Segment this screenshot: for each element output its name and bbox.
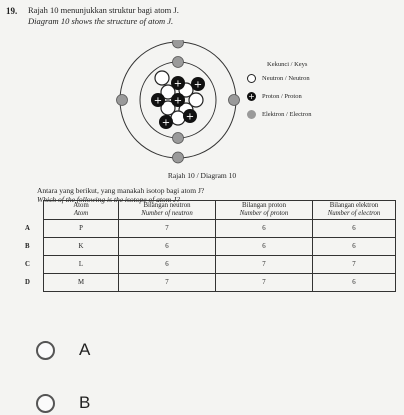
col-header-electron-ms: Bilangan elektron [329, 202, 379, 209]
nucleus [151, 71, 205, 129]
question-text [28, 5, 388, 27]
radio-button-a[interactable] [36, 341, 55, 360]
electron [173, 40, 184, 48]
cell-neutron: 7 [119, 220, 216, 238]
question-line-ms: Rajah 10 menunjukkan struktur bagi atom J. [28, 5, 179, 15]
answer-choice-b[interactable] [36, 393, 90, 413]
option-label: D [25, 279, 30, 286]
col-header-atom [44, 201, 119, 220]
table-row [20, 220, 396, 238]
col-header-neutron-ms: Bilangan neutron [143, 202, 191, 209]
cell-proton: 7 [216, 274, 313, 292]
cell-atom: K [44, 238, 119, 256]
svg-text:+: + [161, 117, 171, 129]
cell-atom: P [44, 220, 119, 238]
svg-text:+: + [173, 78, 183, 90]
options-table [20, 200, 396, 292]
cell-neutron: 7 [119, 274, 216, 292]
legend-electron [247, 110, 311, 119]
cell-electron: 6 [313, 238, 396, 256]
cell-proton: 6 [216, 220, 313, 238]
cell-neutron: 6 [119, 256, 216, 274]
proton [159, 115, 173, 129]
answer-choice-label: A [79, 340, 91, 359]
col-header-proton [216, 201, 313, 220]
question-line-en: Diagram 10 shows the structure of atom J. [28, 16, 174, 26]
svg-text:+: + [193, 79, 203, 91]
neutron-icon [247, 74, 256, 83]
legend-title: Kekunci / Keys [267, 61, 308, 68]
neutron [171, 111, 185, 125]
proton [183, 109, 197, 123]
proton [171, 93, 185, 107]
sub-question-en: Which of the following is the isotope of atom J? [37, 195, 181, 204]
proton-icon: + [248, 92, 255, 101]
table-row [20, 256, 396, 274]
diagram-caption: Rajah 10 / Diagram 10 [167, 171, 237, 180]
col-header-electron [313, 201, 396, 220]
question-number: 19. [6, 6, 18, 16]
table-row [20, 238, 396, 256]
col-header-proton-ms: Bilangan proton [242, 202, 286, 209]
cell-atom: M [44, 274, 119, 292]
proton [171, 76, 185, 90]
cell-neutron: 6 [119, 238, 216, 256]
answer-choice-a[interactable] [36, 340, 90, 360]
table-row [20, 274, 396, 292]
electron [229, 95, 240, 106]
svg-text:+: + [173, 95, 183, 107]
cell-proton: 6 [216, 238, 313, 256]
cell-electron: 6 [313, 274, 396, 292]
col-header-atom-ms: Atom [73, 202, 89, 209]
electron [173, 133, 184, 144]
proton [151, 93, 165, 107]
cell-proton: 7 [216, 256, 313, 274]
electron [117, 95, 128, 106]
legend-electron-label: Elektron / Electron [262, 111, 312, 118]
cell-electron: 7 [313, 256, 396, 274]
option-header-spacer [20, 201, 44, 220]
svg-text:+: + [185, 111, 195, 123]
answer-choice-label: B [79, 393, 91, 412]
option-label: B [25, 243, 30, 250]
legend-proton [247, 92, 302, 101]
col-header-neutron-en: Number of neutron [141, 210, 193, 217]
proton [191, 77, 205, 91]
col-header-neutron [119, 201, 216, 220]
radio-button-b[interactable] [36, 394, 55, 413]
svg-text:+: + [153, 95, 163, 107]
cell-atom: L [44, 256, 119, 274]
col-header-electron-en: Number of electron [327, 210, 381, 217]
electron-icon [247, 110, 256, 119]
neutron [155, 71, 169, 85]
cell-electron: 6 [313, 220, 396, 238]
electron [173, 57, 184, 68]
legend-neutron [247, 74, 310, 83]
legend-neutron-label: Neutron / Neutron [262, 75, 310, 82]
option-label: A [25, 225, 30, 232]
col-header-atom-en: Atom [73, 210, 89, 217]
option-label: C [25, 261, 30, 268]
atom-structure [0, 40, 404, 170]
neutron [189, 93, 203, 107]
table-header-row [20, 201, 396, 220]
sub-question-ms: Antara yang berikut, yang manakah isotop bagi atom J? [37, 186, 205, 195]
electron [173, 152, 184, 163]
legend-proton-label: Proton / Proton [262, 93, 302, 100]
col-header-proton-en: Number of proton [239, 210, 289, 217]
